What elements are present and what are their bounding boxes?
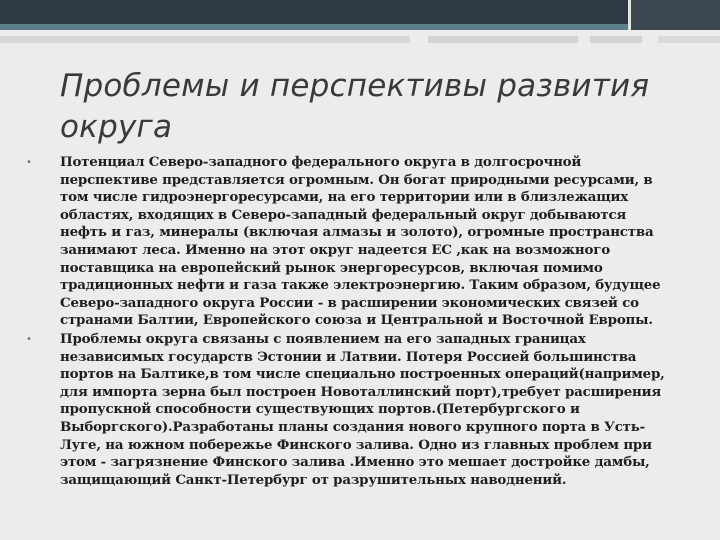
- bullet-list: [24, 154, 674, 490]
- header-band: [0, 0, 720, 24]
- decor-stripe: [590, 36, 642, 43]
- list-item: [24, 331, 674, 489]
- bullet-text: Потенциал Северо-западного федерального округа в долгосрочной перспективе представляется огромным. Он богат природными ресурсами, в том числе гидроэнергоресурсами, на его территории или в близлежащих областях, входящих в Северо-западный федеральный округ добываются нефть и газ, минералы (включая алмазы и золото), огромные пространства занимают леса. Именно на этот округ надеется ЕС ,как на возможного поставщика на европейский рынок энергоресурсов, включая помимо традиционных нефти и газа также электроэнергию. Таким образом, будущее Северо-западного округа России - в расширении экономических связей со странами Балтии, Европейского союза и Центральной и Восточной Европы.: [60, 154, 661, 329]
- decor-stripe: [0, 36, 410, 43]
- bullet-marker: •: [26, 333, 32, 345]
- header-accent-line: [0, 24, 720, 30]
- slide-title: Проблемы и перспективы развития округа: [60, 68, 650, 145]
- list-item: [24, 154, 674, 330]
- bullet-text: Проблемы округа связаны с появлением на его западных границах независимых государств Эстонии и Латвии. Потеря Россией большинства портов на Балтике,в том числе специально построенных операций(например, для импорта зерна был построен Новоталлинский порт),требует расширения пропускной способности существующих портов.(Петербургского и Выборгского).Разработаны планы создания нового крупного порта в Усть-Луге, на южном побережье Финского залива. Одно из главных проблем при этом - загрязнение Финского залива .Именно это мешает достройке дамбы, защищающий Санкт-Петербург от разрушительных наводнений.: [60, 330, 665, 488]
- decor-stripe: [658, 36, 720, 43]
- bullet-marker: •: [26, 157, 32, 168]
- decor-stripe: [428, 36, 578, 43]
- header-corner-block: [628, 0, 720, 30]
